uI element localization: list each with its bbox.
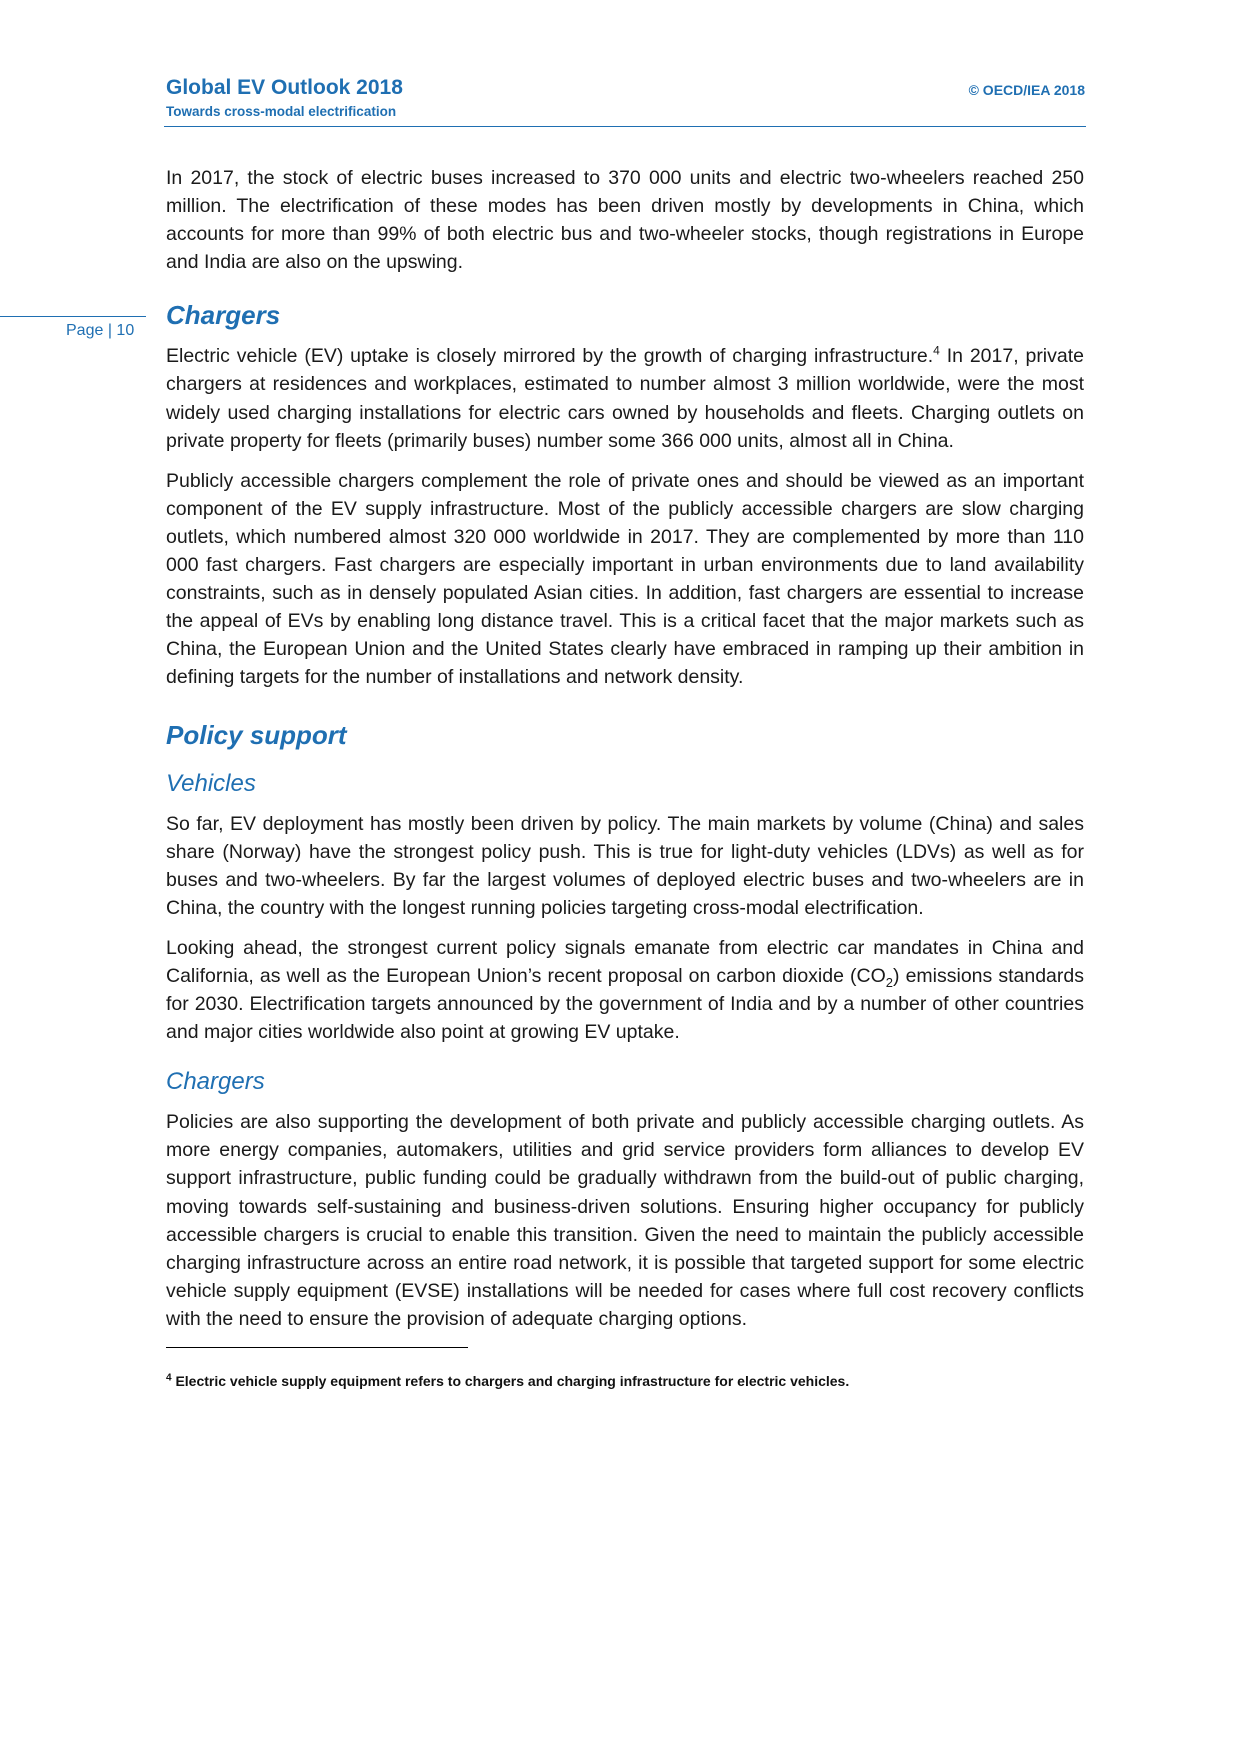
section-heading-policy-support: Policy support [166, 719, 347, 750]
chargers-paragraph-2: Publicly accessible chargers complement the role of private ones and should be viewed as an important component of the EV supply infrastructure. Most of the publicly accessible chargers are slow charging outlets, which numbered almost 320 000 worldwide in 2017. They are complemented by more than 110 000 fast chargers. Fast chargers are especially important in urban environments due to land availability constraints, such as in densely populated Asian cities. In addition, fast chargers are essential to increase the appeal of EVs by enabling long distance travel. This is a critical facet that the major markets such as China, the European Union and the United States clearly have embraced in ramping up their ambition in defining targets for the number of installations and network density. [166, 469, 1084, 689]
footnote [166, 1372, 1084, 1390]
footnote-divider [166, 1347, 468, 1348]
footnote-number: 4 [166, 1372, 172, 1384]
chargers-paragraph-1-text-b: In 2017, private chargers at residences and workplaces, estimated to number almost 3 million worldwide, were the most widely used charging installations for electric cars owned by households and fleets. Charging outlets on private property for fleets (primarily buses) number some 366 000 units, almost all in China. [166, 345, 1084, 452]
document-title: Global EV Outlook 2018 [166, 76, 403, 99]
chargers-paragraph-1 [166, 342, 1084, 454]
vehicles-paragraph-2-text-b: ) emissions standards for 2030. Electrification targets announced by the government of India and by a number of other countries and major cities worldwide also point at growing EV uptake. [166, 964, 1084, 1044]
subsection-heading-chargers: Chargers [166, 1068, 265, 1096]
intro-paragraph: In 2017, the stock of electric buses increased to 370 000 units and electric two-wheelers reached 250 million. The electrification of these modes has been driven mostly by developments in China, which accounts for more than 99% of both electric bus and two-wheeler stocks, though registrations in Europe and India are also on the upswing. [166, 167, 1084, 274]
page-body [166, 164, 1084, 1390]
policy-chargers-paragraph: Policies are also supporting the development of both private and publicly accessible charging outlets. As more energy companies, automakers, utilities and grid service providers form alliances to develop EV support infrastructure, public funding could be gradually withdrawn from the build-out of public charging, moving towards self-sustaining and business-driven solutions. Ensuring higher occupancy for publicly accessible chargers is crucial to enable this transition. Given the need to maintain the publicly accessible charging infrastructure across an entire road network, it is possible that targeted support for some electric vehicle supply equipment (EVSE) installations will be needed for cases where full cost recovery conflicts with the need to ensure the provision of adequate charging options. [166, 1111, 1084, 1330]
margin-divider [0, 316, 146, 317]
vehicles-paragraph-2 [166, 934, 1084, 1046]
footnote-reference: 4 [933, 343, 940, 358]
vehicles-paragraph-1: So far, EV deployment has mostly been driven by policy. The main markets by volume (China) and sales share (Norway) have the strongest policy push. This is true for light-duty vehicles (LDVs) as well as for buses and two-wheelers. By far the largest volumes of deployed electric buses and two-wheelers are in China, the country with the longest running policies targeting cross-modal electrification. [166, 812, 1084, 919]
chargers-paragraph-1-text-a: Electric vehicle (EV) uptake is closely mirrored by the growth of charging infrastructure. [166, 345, 934, 368]
footnote-text: Electric vehicle supply equipment refers to chargers and charging infrastructure for electric vehicles. [171, 1373, 850, 1389]
co2-subscript: 2 [885, 974, 893, 990]
copyright-notice: © OECD/IEA 2018 [968, 82, 1085, 98]
page-number: Page | 10 [66, 322, 135, 339]
header-divider [164, 126, 1086, 127]
document-subtitle: Towards cross-modal electrification [166, 104, 397, 119]
section-heading-chargers: Chargers [166, 300, 281, 331]
subsection-heading-vehicles: Vehicles [166, 769, 256, 797]
vehicles-paragraph-2-text-a: Looking ahead, the strongest current policy signals emanate from electric car mandates in China and California, as well as the European Union’s recent proposal on carbon dioxide (CO [166, 936, 1084, 987]
